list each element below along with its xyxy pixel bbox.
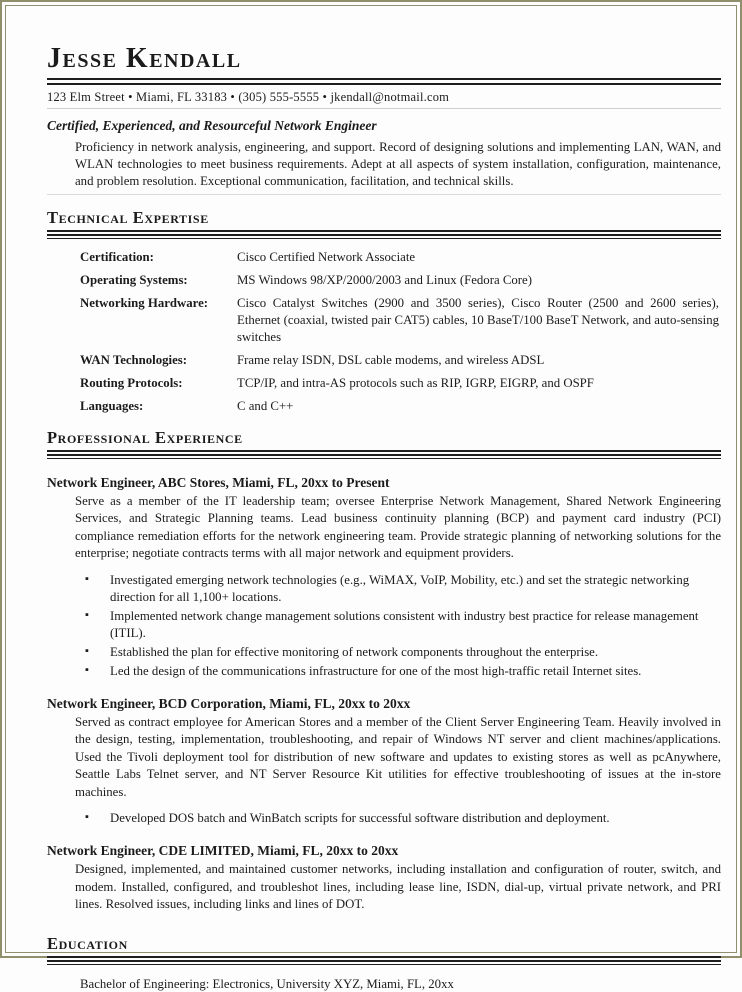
technical-expertise-table bbox=[80, 249, 721, 415]
job-heading: Network Engineer, ABC Stores, Miami, FL, 20xx to Present bbox=[47, 474, 390, 490]
row-value: TCP/IP, and intra-AS protocols such as RIP, IGRP, EIGRP, and OSPF bbox=[237, 375, 594, 390]
table-row bbox=[80, 295, 721, 346]
summary-divider bbox=[47, 194, 721, 195]
contact-line: 123 Elm Street • Miami, FL 33183 • (305) 555-5555 • jkendall@notmail.com bbox=[47, 89, 450, 104]
row-label: WAN Technologies: bbox=[80, 352, 188, 367]
job-summary: Serve as a member of the IT leadership team; oversee Enterprise Network Management, Shared Network Engineering Services, and Strategic Planning teams. Lead business continuity planning (BCP) and payment card industry (PCI) compliance remediation efforts for the network engineering team. Provide strategic planning of networking solutions for the enterprise; negotiate contracts terms with all major network and equipment providers. bbox=[75, 493, 721, 561]
job-bullet-list bbox=[85, 572, 721, 680]
row-label: Operating Systems: bbox=[80, 272, 188, 287]
bullet-icon: ▪ bbox=[85, 572, 89, 585]
list-item bbox=[85, 663, 721, 680]
row-label: Certification: bbox=[80, 249, 154, 264]
list-item bbox=[85, 644, 721, 661]
table-row bbox=[80, 249, 721, 266]
job-summary: Served as contract employee for American Stores and a member of the Client Server Engineering Team. Heavily involved in the design, testing, implementation, troubleshooting, and repair of Windows NT server and client machines/applications. Used the Tivoli deployment tool for distribution of new software and updates to existing stores as well as pcAnywhere, Seattle Labs Telnet server, and NT Server Resource Kit utilities for effective troubleshooting of issues at the in-store machines. bbox=[75, 714, 721, 799]
job-entry-cde-limited bbox=[47, 843, 721, 914]
table-row bbox=[80, 398, 721, 415]
job-summary: Designed, implemented, and maintained customer networks, including installation and configuration of router, switch, and modem. Installed, configured, and troubleshot lines, including lease line, ISDN, dial-up, virtual private network, and PRI lines. Resolved issues, including links and lines of DOT. bbox=[75, 862, 721, 912]
table-row bbox=[80, 272, 721, 289]
section-title-education: Education bbox=[47, 933, 128, 953]
bullet-text: Developed DOS batch and WinBatch scripts for successful software distribution and deployment. bbox=[110, 811, 610, 826]
section-title-professional-experience: Professional Experience bbox=[47, 427, 243, 447]
job-entry-abc-stores bbox=[47, 475, 721, 680]
list-item bbox=[85, 572, 721, 606]
section-divider bbox=[47, 450, 721, 459]
row-value: Cisco Catalyst Switches (2900 and 3500 series), Cisco Router (2500 and 2600 series), Ethernet (coaxial, twisted pair CAT5) cables, 10 BaseT/100 BaseT Network, and auto-sensing switches bbox=[237, 295, 719, 344]
job-heading: Network Engineer, CDE LIMITED, Miami, FL, 20xx to 20xx bbox=[47, 843, 399, 859]
bullet-text: Investigated emerging network technologies (e.g., WiMAX, VoIP, Mobility, etc.) and set the strategic networking direction for all 1,100+ locations. bbox=[110, 572, 690, 604]
row-value: Frame relay ISDN, DSL cable modems, and wireless ADSL bbox=[237, 352, 545, 367]
education-detail: Bachelor of Engineering: Electronics, University XYZ, Miami, FL, 20xx bbox=[80, 976, 454, 991]
bullet-icon: ▪ bbox=[85, 644, 89, 657]
section-title-technical-expertise: Technical Expertise bbox=[47, 207, 209, 227]
tagline: Certified, Experienced, and Resourceful Network Engineer bbox=[47, 117, 377, 133]
summary-paragraph: Proficiency in network analysis, engineering, and support. Record of designing solutions and implementing LAN, WAN, and WLAN technologies to meet business requirements. Adept at all aspects of system installation, configuration, maintenance, and problem resolution. Exceptional communication, facilitation, and technical skills. bbox=[75, 139, 721, 188]
section-divider bbox=[47, 956, 721, 965]
bullet-icon: ▪ bbox=[85, 608, 89, 621]
bullet-text: Led the design of the communications infrastructure for one of the most high-traffic retail Internet sites. bbox=[110, 663, 642, 678]
name-divider bbox=[47, 78, 721, 85]
table-row bbox=[80, 352, 721, 369]
contact-divider bbox=[47, 108, 721, 109]
row-label: Routing Protocols: bbox=[80, 375, 183, 390]
bullet-text: Implemented network change management solutions consistent with industry best practice for release management (ITIL). bbox=[110, 608, 699, 640]
job-heading: Network Engineer, BCD Corporation, Miami, FL, 20xx to 20xx bbox=[47, 695, 411, 711]
resume-page bbox=[47, 44, 721, 992]
table-row bbox=[80, 375, 721, 392]
job-entry-bcd-corporation bbox=[47, 696, 721, 828]
list-item bbox=[85, 810, 721, 827]
row-value: Cisco Certified Network Associate bbox=[237, 249, 416, 264]
job-bullet-list bbox=[85, 810, 721, 827]
bullet-icon: ▪ bbox=[85, 811, 89, 824]
bullet-text: Established the plan for effective monitoring of network components throughout the enterprise. bbox=[110, 644, 599, 659]
row-label: Languages: bbox=[80, 398, 144, 413]
page-title: Jesse Kendall bbox=[47, 43, 242, 74]
row-label: Networking Hardware: bbox=[80, 295, 209, 310]
row-value: C and C++ bbox=[237, 398, 294, 413]
list-item bbox=[85, 608, 721, 642]
section-divider bbox=[47, 230, 721, 239]
row-value: MS Windows 98/XP/2000/2003 and Linux (Fedora Core) bbox=[237, 272, 532, 287]
bullet-icon: ▪ bbox=[85, 663, 89, 676]
